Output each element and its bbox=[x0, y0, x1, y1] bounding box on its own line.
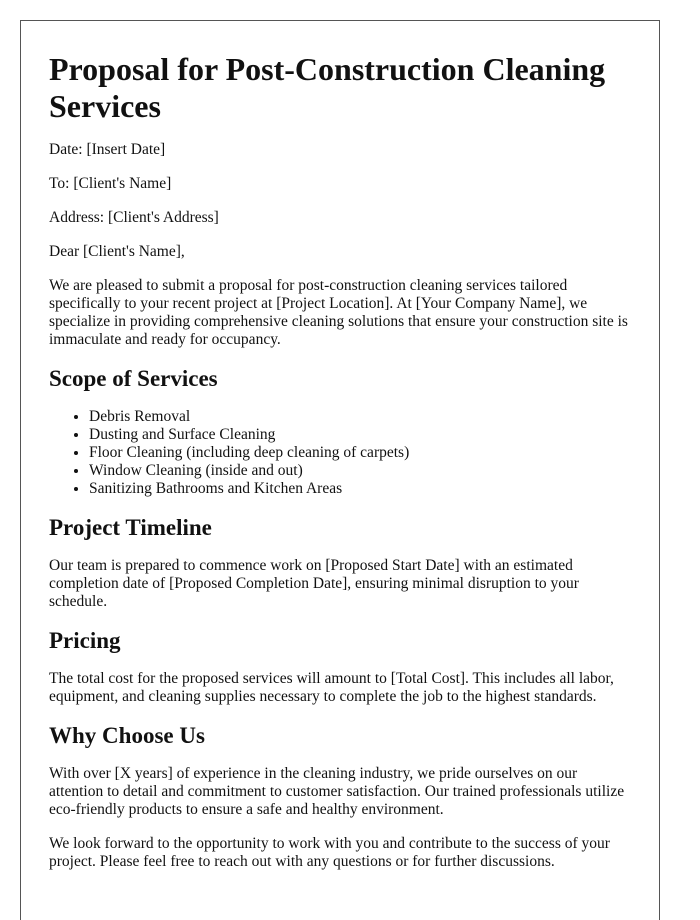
scope-heading: Scope of Services bbox=[49, 366, 218, 391]
list-item: • Debris Removal bbox=[89, 408, 631, 426]
closing-paragraph: We look forward to the opportunity to work with you and contribute to the success of your project. Please feel free to reach out with any questions or for further discussions. bbox=[49, 835, 610, 870]
intro-paragraph: We are pleased to submit a proposal for post-construction cleaning services tailored specifically to your recent project at [Project Location]. At [Your Company Name], we specialize in providing comprehensive cleaning solutions that ensure your construction site is immaculate and ready for occupancy. bbox=[49, 277, 628, 348]
list-item: • Window Cleaning (inside and out) bbox=[89, 462, 631, 480]
why-heading: Why Choose Us bbox=[49, 723, 205, 748]
timeline-paragraph: Our team is prepared to commence work on [Proposed Start Date] with an estimated completion date of [Proposed Completion Date], ensuring minimal disruption to your schedule. bbox=[49, 557, 579, 610]
list-item: • Dusting and Surface Cleaning bbox=[89, 426, 631, 444]
list-item: • Sanitizing Bathrooms and Kitchen Areas bbox=[89, 480, 631, 498]
pricing-paragraph: The total cost for the proposed services will amount to [Total Cost]. This includes all labor, equipment, and cleaning supplies necessary to complete the job to the highest standards. bbox=[49, 670, 614, 705]
why-paragraph: With over [X years] of experience in the cleaning industry, we pride ourselves on our attention to detail and commitment to customer satisfaction. Our trained professionals utilize eco-friendly products to ensure a safe and healthy environment. bbox=[49, 765, 625, 818]
salutation: Dear [Client's Name], bbox=[49, 243, 185, 260]
timeline-heading: Project Timeline bbox=[49, 515, 212, 540]
address-line: Address: [Client's Address] bbox=[49, 209, 219, 226]
document-title: Proposal for Post-Construction Cleaning Services bbox=[49, 51, 606, 124]
list-item: • Floor Cleaning (including deep cleaning of carpets) bbox=[89, 444, 631, 462]
proposal-document bbox=[20, 20, 660, 920]
recipient-line: To: [Client's Name] bbox=[49, 175, 172, 192]
pricing-heading: Pricing bbox=[49, 628, 121, 653]
scope-list bbox=[49, 408, 631, 498]
date-line: Date: [Insert Date] bbox=[49, 141, 166, 158]
